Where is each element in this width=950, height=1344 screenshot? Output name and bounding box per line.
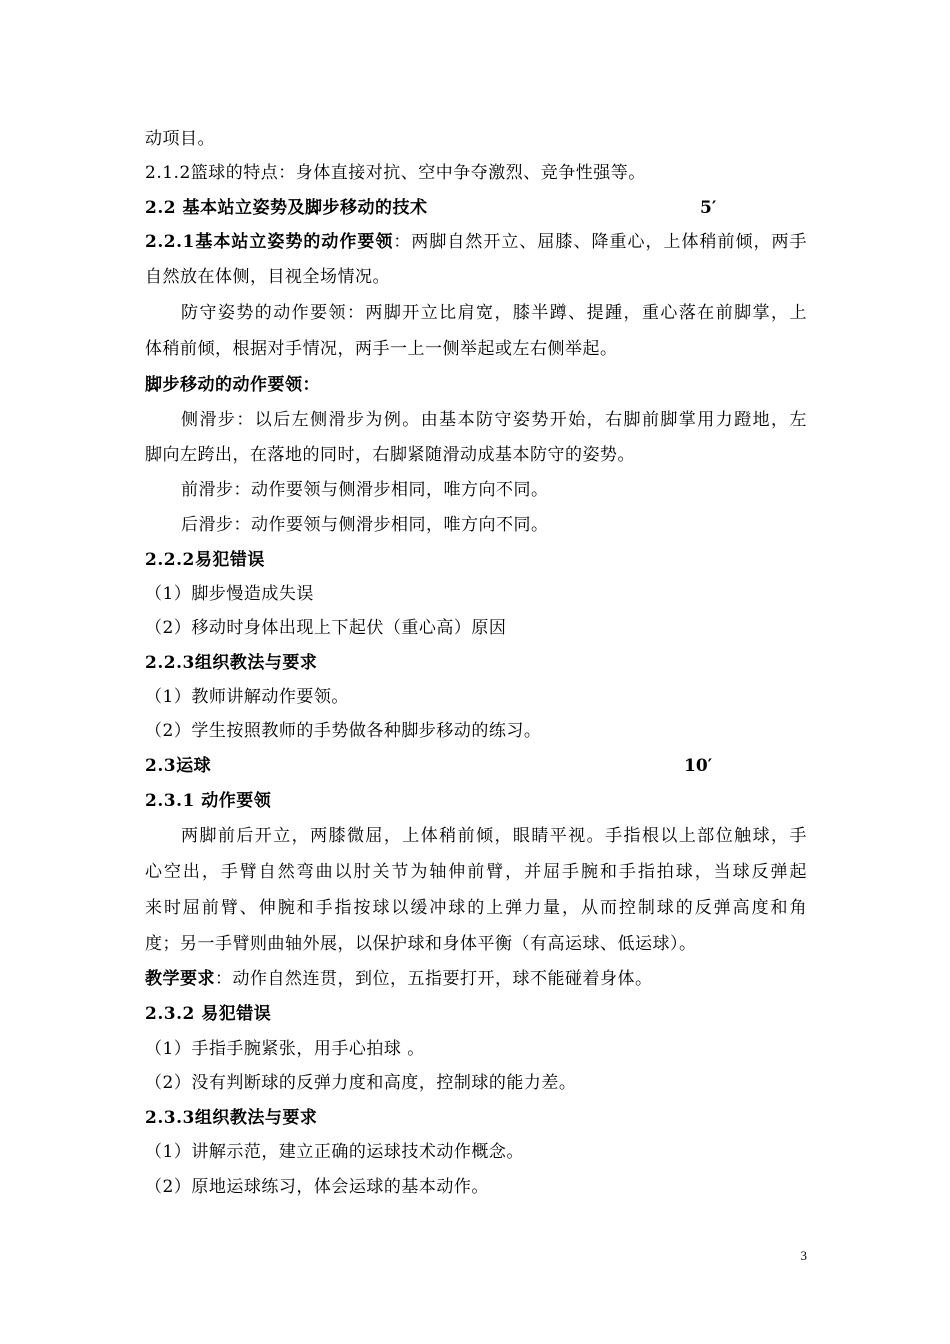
list-item: （1）手指手腕紧张，用手心拍球 。: [145, 1039, 425, 1059]
section-heading: 2.2.2易犯错误: [145, 550, 265, 570]
paragraph-line: 两脚前后开立，两膝微屈，上体稍前倾，眼睛平视。手指根以上部位触球，手: [181, 826, 807, 846]
section-heading: 2.3.2 易犯错误: [145, 1004, 272, 1024]
text-line: 2.1.2篮球的特点：身体直接对抗、空中争夺激烈、竞争性强等。: [145, 163, 646, 183]
inline-text: ：动作自然连贯，到位，五指要打开，球不能碰着身体。: [215, 969, 653, 989]
text-line: [145, 231, 807, 253]
list-item: （2）原地运球练习，体会运球的基本动作。: [145, 1177, 489, 1197]
inline-heading: 2.2.1基本站立姿势的动作要领: [145, 232, 394, 252]
section-heading: 2.3.3组织教法与要求: [145, 1108, 318, 1128]
text-line: 自然放在体侧，目视全场情况。: [145, 267, 390, 287]
list-item: （2）没有判断球的反弹力度和高度，控制球的能力差。: [145, 1073, 577, 1093]
list-item: （1）讲解示范，建立正确的运球技术动作概念。: [145, 1142, 524, 1162]
list-item: （2）学生按照教师的手势做各种脚步移动的练习。: [145, 721, 542, 741]
inline-text: ：两脚自然开立、屈膝、降重心，上体稍前倾，两手: [393, 232, 808, 252]
text-line: [145, 968, 653, 990]
paragraph-line: 侧滑步：以后左侧滑步为例。由基本防守姿势开始，右脚前脚掌用力蹬地，左: [181, 410, 807, 430]
section-heading: 2.2 基本站立姿势及脚步移动的技术: [145, 198, 428, 218]
section-heading: 脚步移动的动作要领：: [145, 375, 320, 395]
text-line: 脚向左跨出，在落地的同时，右脚紧随滑动成基本防守的姿势。: [145, 445, 635, 465]
list-item: （1）教师讲解动作要领。: [145, 687, 349, 707]
section-heading: 2.2.3组织教法与要求: [145, 653, 318, 673]
list-item: （1）脚步慢造成失误: [145, 584, 314, 604]
text-line: 后滑步：动作要领与侧滑步相同，唯方向不同。: [181, 515, 549, 535]
section-heading: 2.3运球: [145, 756, 212, 776]
section-heading: 2.3.1 动作要领: [145, 791, 272, 811]
duration-label: 10′: [684, 756, 713, 776]
page-number: 3: [800, 1248, 807, 1263]
paragraph-line: 防守姿势的动作要领：两脚开立比肩宽，膝半蹲、提踵，重心落在前脚掌，上: [181, 303, 807, 323]
paragraph-line: 心空出，手臂自然弯曲以肘关节为轴伸前臂，并屈手腕和手指拍球，当球反弹起: [145, 862, 807, 882]
text-line: 体稍前倾，根据对手情况，两手一上一侧举起或左右侧举起。: [145, 339, 618, 359]
text-line: 动项目。: [145, 129, 215, 149]
text-line: 度；另一手臂则曲轴外展，以保护球和身体平衡（有高运球、低运球）。: [145, 934, 697, 954]
inline-heading: 教学要求: [145, 969, 215, 989]
paragraph-line: 来时屈前臂、伸腕和手指按球以缓冲球的上弹力量，从而控制球的反弹高度和角: [145, 898, 807, 918]
list-item: （2）移动时身体出现上下起伏（重心高）原因: [145, 618, 507, 638]
text-line: 前滑步：动作要领与侧滑步相同，唯方向不同。: [181, 480, 549, 500]
duration-label: 5′: [700, 198, 717, 218]
